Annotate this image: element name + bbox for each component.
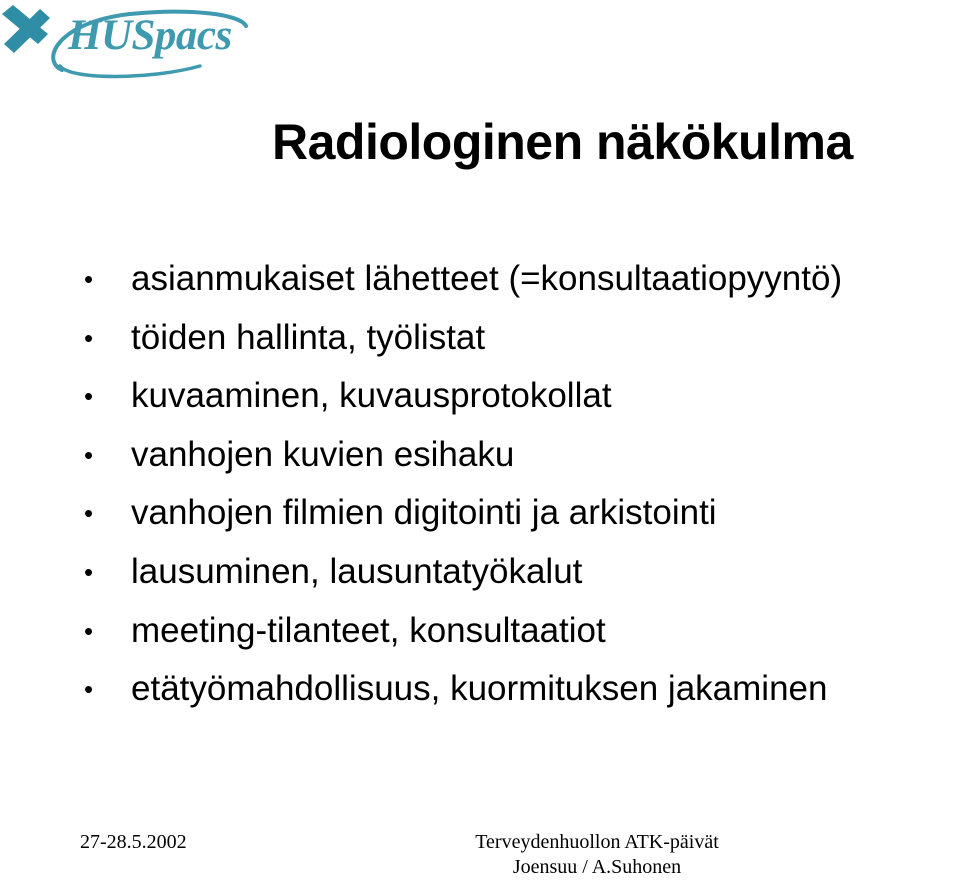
bullet-icon: • [84, 674, 94, 705]
bullet-icon: • [84, 322, 94, 353]
logo-text: HUSpacs [68, 12, 232, 59]
footer-author: Joensuu / A.Suhonen [512, 856, 682, 878]
bullet-icon: • [84, 439, 94, 470]
bullet-text: asianmukaiset lähetteet (=konsultaatiopyyntö) [131, 259, 843, 298]
bullet-text: lausuminen, lausuntatyökalut [131, 551, 583, 591]
bullet-text: kuvaaminen, kuvausprotokollat [131, 376, 612, 416]
slide-title: Radiologinen näkökulma [272, 114, 853, 170]
bullet-icon: • [84, 381, 94, 412]
bullet-text: meeting-tilanteet, konsultaatiot [131, 610, 606, 650]
bullet-icon: • [84, 615, 94, 646]
bullet-text: etätyömahdollisuus, kuormituksen jakaminen [131, 669, 828, 709]
bullet-text: vanhojen kuvien esihaku [131, 434, 515, 474]
footer-event-name: Terveydenhuollon ATK-päivät [475, 831, 719, 853]
huspacs-logo [0, 0, 250, 82]
bullet-icon: • [84, 556, 94, 587]
bullet-icon: • [84, 498, 94, 529]
bullet-text: vanhojen filmien digitointi ja arkistointi [131, 493, 717, 533]
bullet-icon: • [84, 264, 94, 294]
footer-event-info [440, 830, 754, 880]
footer-date: 27-28.5.2002 [80, 831, 187, 853]
bullet-text: töiden hallinta, työlistat [131, 317, 486, 357]
